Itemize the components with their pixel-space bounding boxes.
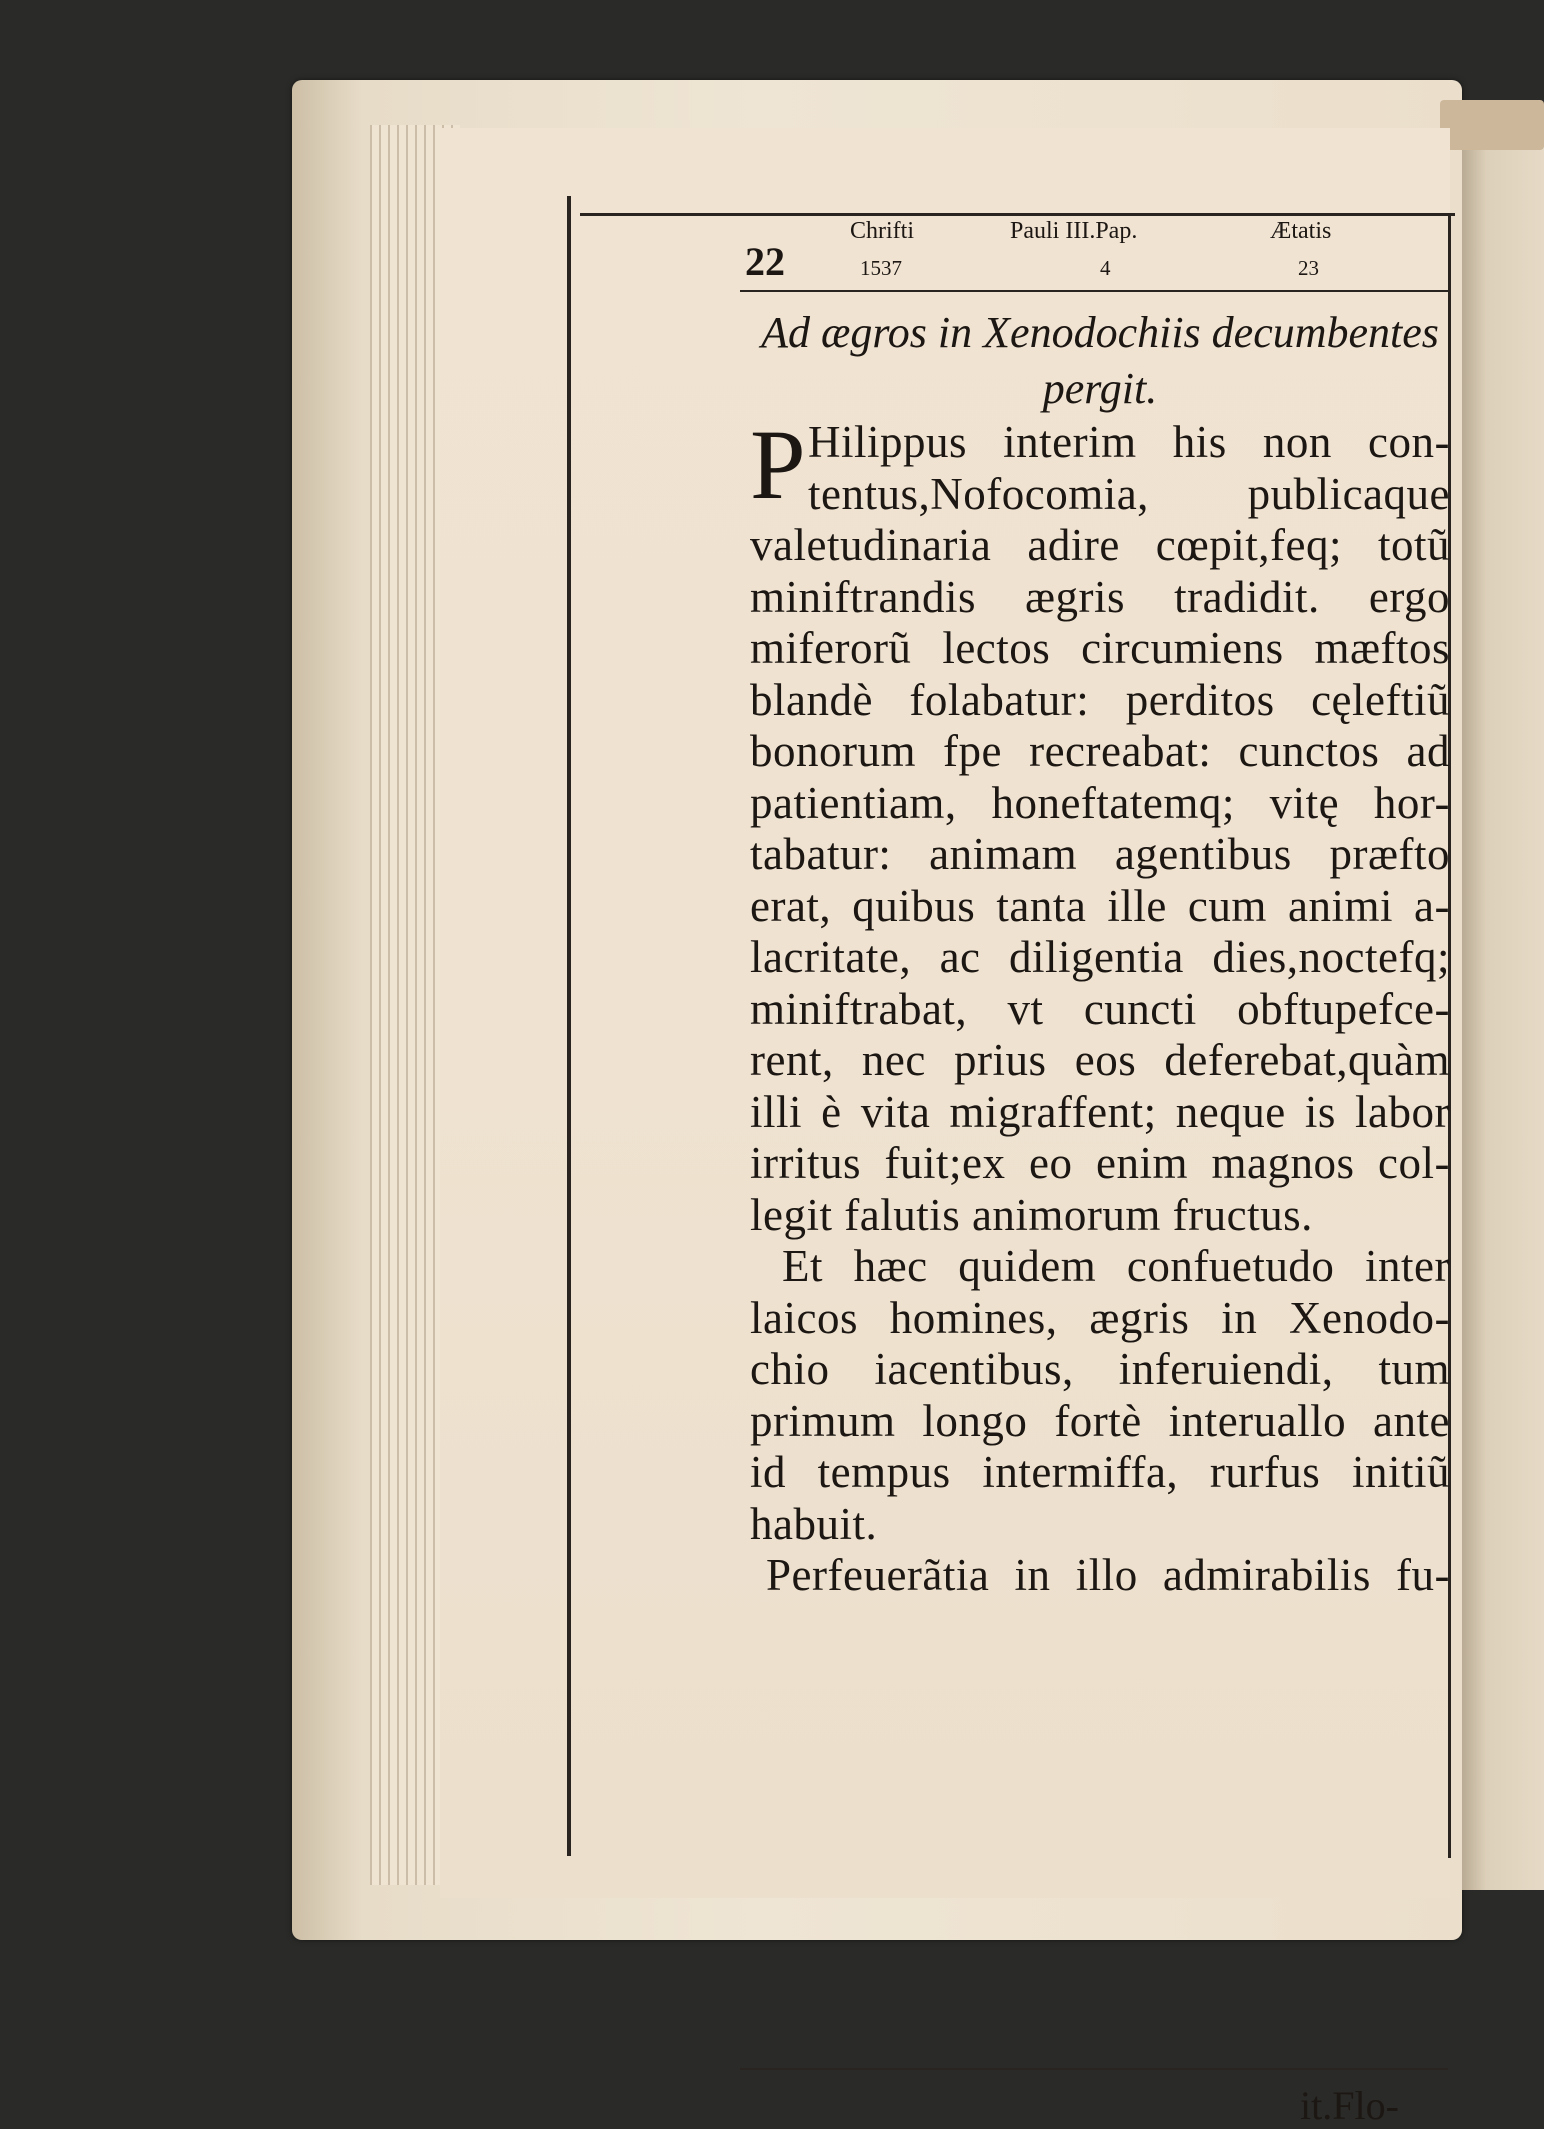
paragraph-3 [750,1550,1450,1602]
catchword: it.Flo- [1300,2083,1399,2128]
header-pope-label: Pauli III.Pap. [1010,218,1138,244]
text-line: valetudinaria adire cœpit,feq; totũ [750,520,1450,570]
header-pope-year: 4 [1100,256,1111,280]
text-line: miniftrandis ægris tradidit. ergo [750,571,1450,622]
heading-line-2: pergit. [1042,364,1158,413]
text-line: Hilippus interim his non con- [808,417,1450,467]
header-age-value: 23 [1298,256,1319,280]
header-age-label: Ætatis [1270,218,1332,244]
paragraph-2 [750,1241,1450,1550]
text-line: tabatur: animam agentibus præfto [750,829,1450,879]
frame-rule-left [567,196,571,1856]
paragraph-1 [750,409,1450,1241]
text-line: lacritate, ac diligentia dies,noctefq; [750,932,1450,982]
text-line: chio iacentibus, inferuiendi, tum [750,1344,1450,1394]
header-christi-label: Chrifti [850,218,914,244]
text-line: habuit. [750,1498,878,1549]
text-line: irritus fuit;ex eo enim magnos col- [750,1138,1450,1188]
text-line: Perfeuerãtia in illo admirabilis fu- [766,1550,1450,1600]
text-line: Et hæc quidem confuetudo inter [782,1241,1450,1291]
text-line: blandè folabatur: perditos cęleftiũ [750,674,1450,725]
text-line: legit falutis animorum fructus. [750,1189,1313,1240]
text-line: miniftrabat, vt cuncti obftupefce- [750,983,1450,1034]
header-rule [740,290,1448,292]
chapter-heading [750,305,1450,417]
frame-rule-top [580,213,1455,216]
text-line: tentus,Nofocomia, publicaque [808,468,1450,519]
text-line: laicos homines, ægris in Xenodo- [750,1292,1450,1343]
spine-label [1440,100,1544,150]
header-christi-year: 1537 [860,256,902,280]
drop-cap: P [750,409,806,520]
heading-line-1: Ad ægros in Xenodochiis decumbentes [761,308,1439,357]
page-body [750,305,1450,1602]
text-line: patientiam, honeftatemq; vitę hor- [750,777,1450,828]
page-number: 22 [745,239,785,284]
facing-page-edge [1462,140,1544,1890]
text-line: erat, quibus tanta ille cum animi a- [750,880,1450,931]
text-line: rent, nec prius eos deferebat,quàm [750,1035,1450,1085]
text-line: primum longo fortè interuallo ante [750,1395,1450,1446]
text-line: id tempus intermiffa, rurfus initiũ [750,1447,1450,1497]
footer-rule [740,2068,1448,2070]
text-line: miferorũ lectos circumiens mæftos [750,623,1450,673]
text-line: bonorum fpe recreabat: cunctos ad [750,726,1450,776]
text-line: illi è vita migraffent; neque is labor [750,1086,1450,1137]
paragraph-1-text [750,409,1450,1241]
